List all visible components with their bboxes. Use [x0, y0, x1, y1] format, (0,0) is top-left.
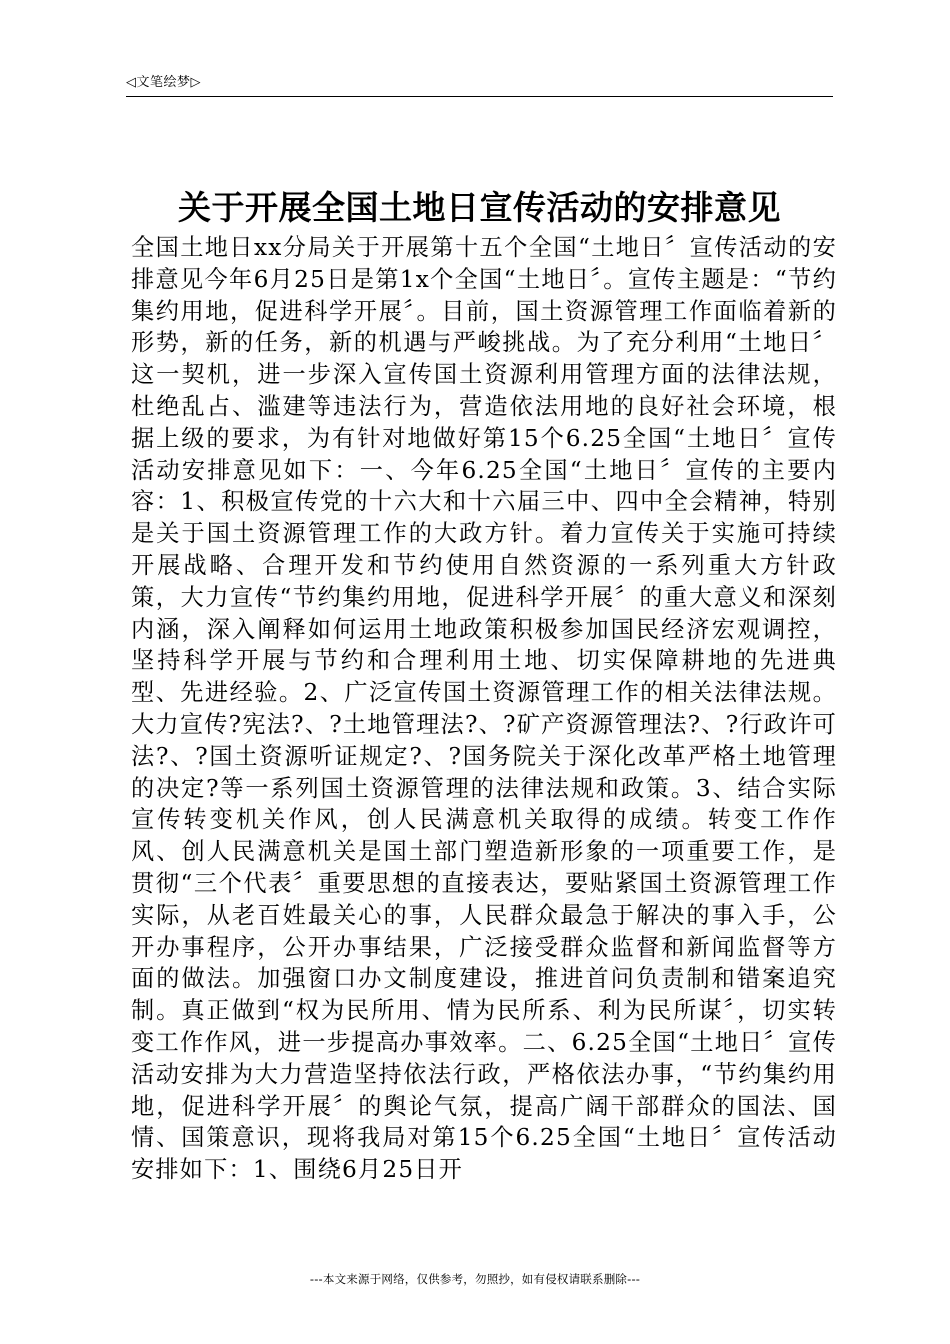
page-header-label: ◁文笔绘梦▷ [126, 75, 201, 90]
document-body: 全国土地日xx分局关于开展第十五个全国“土地日〞宣传活动的安排意见今年6月25日是第1x个全国“土地日〞。宣传主题是：“节约集约用地，促进科学开展〞。目前，国土资源管理工作面临着新的形势，新的任务，新的机遇与严峻挑战。为了充分利用“土地日〞这一契机，进一步深入宣传国土资源利用管理方面的法律法规，杜绝乱占、滥建等违法行为，营造依法用地的良好社会环境，根据上级的要求，为有针对地做好第15个6.25全国“土地日〞宣传活动安排意见如下：一、今年6.25全国“土地日〞宣传的主要内容：1、积极宣传党的十六大和十六届三中、四中全会精神，特别是关于国土资源管理工作的大政方针。着力宣传关于实施可持续开展战略、合理开发和节约使用自然资源的一系列重大方针政策，大力宣传“节约集约用地，促进科学开展〞的重大意义和深刻内涵，深入阐释如何运用土地政策积极参加国民经济宏观调控，坚持科学开展与节约和合理利用土地、切实保障耕地的先进典型、先进经验。2、广泛宣传国土资源管理工作的相关法律法规。大力宣传?宪法?、?土地管理法?、?矿产资源管理法?、?行政许可法?、?国土资源听证规定?、?国务院关于深化改革严格土地管理的决定?等一系列国土资源管理的法律法规和政策。3、结合实际宣传转变机关作风，创人民满意机关取得的成绩。转变工作作风、创人民满意机关是国土部门塑造新形象的一项重要工作，是贯彻“三个代表〞重要思想的直接表达，要贴紧国土资源管理工作实际，从老百姓最关心的事，人民群众最急于解决的事入手，公开办事程序，公开办事结果，广泛接受群众监督和新闻监督等方面的做法。加强窗口办文制度建设，推进首问负责制和错案追究制。真正做到“权为民所用、情为民所系、利为民所谋〞，切实转变工作作风，进一步提高办事效率。二、6.25全国“土地日〞宣传活动安排为大力营造坚持依法行政，严格依法办事，“节约集约用地，促进科学开展〞的舆论气氛，提高广阔干部群众的国法、国情、国策意识，现将我局对第15个6.25全国“土地日〞宣传活动安排如下：1、围绕6月25日开 [131, 234, 837, 1184]
footer-notice: ---本文来源于网络，仅供参考，勿照抄，如有侵权请联系删除--- [309, 1272, 641, 1286]
document-title: 关于开展全国土地日宣传活动的安排意见 [178, 188, 781, 227]
header-divider [126, 96, 833, 97]
